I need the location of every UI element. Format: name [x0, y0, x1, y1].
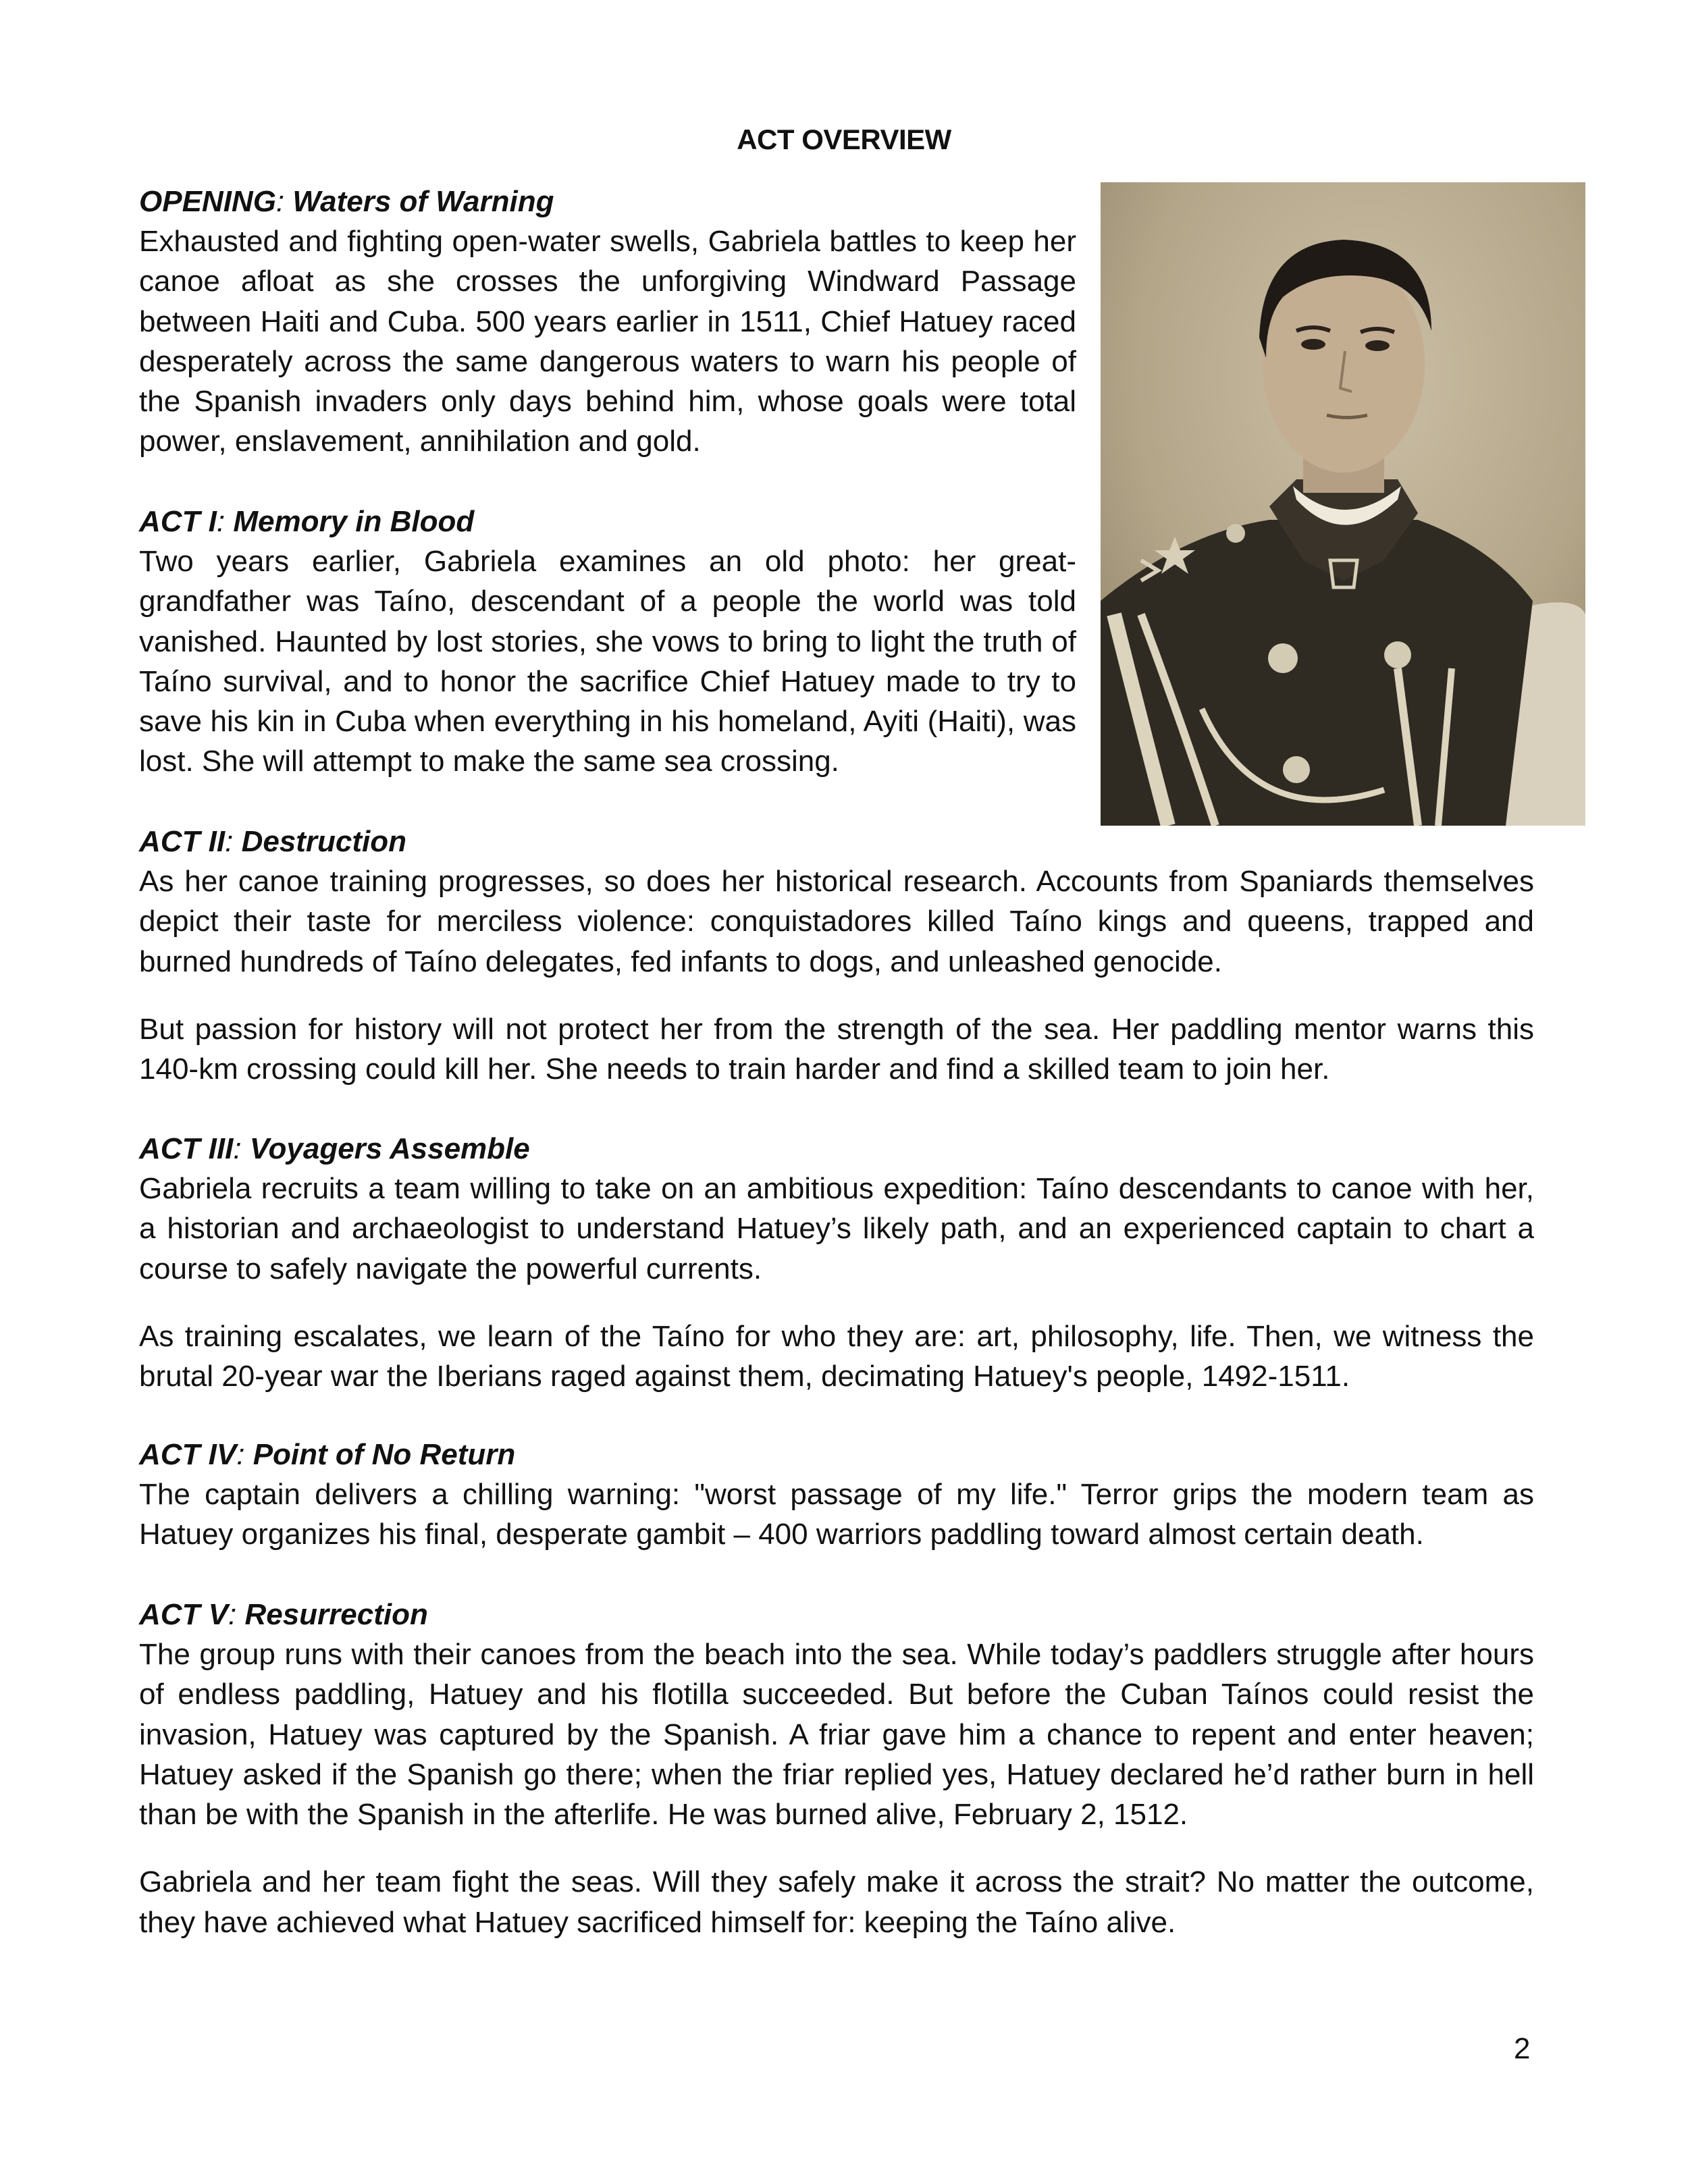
section-heading: ACT III: Voyagers Assemble — [139, 1132, 530, 1165]
section-title: Destruction — [241, 825, 407, 858]
section-paragraph: Gabriela and her team fight the seas. Will they safely make it across the strait? No matter the outcome, they have achieved what Hatuey sacrificed himself for: keeping the Taíno alive. — [139, 1865, 1534, 1939]
section-label: ACT V — [139, 1598, 228, 1631]
section-act-5 — [139, 1595, 1534, 1942]
section-heading: ACT IV: Point of No Return — [139, 1438, 516, 1471]
section-paragraph: As training escalates, we learn of the Taíno for who they are: art, philosophy, life. Then, we witness the brutal 20-year war the Iberians raged against them, decimating Hatuey's people, 1492-1511. — [139, 1319, 1534, 1393]
section-paragraph: Gabriela recruits a team willing to take on an ambitious expedition: Taíno descendants to canoe with her, a historian and archaeologist to understand Hatuey’s likely path, and an experienced captain to chart a course to safely navigate the powerful currents. — [139, 1172, 1534, 1285]
section-paragraph: Exhausted and fighting open-water swells, Gabriela battles to keep her canoe afloat as she crosses the unforgiving Windward Passage between Haiti and Cuba. 500 years earlier in 1511, Chief Hatuey raced desperately across the same dangerous waters to warn his people of the Spanish invaders only days behind him, whose goals were total power, enslavement, annihilation and gold. — [139, 225, 1076, 458]
section-act-2 — [139, 822, 1534, 1089]
page-number: 2 — [1514, 2032, 1531, 2065]
section-paragraph: As her canoe training progresses, so does her historical research. Accounts from Spaniards themselves depict their taste for merciless violence: conquistadores killed Taíno kings and queens, trapped and burned hundreds of Taíno delegates, fed infants to dogs, and unleashed genocide. — [139, 865, 1534, 978]
portrait-photo — [1101, 182, 1585, 826]
section-label: ACT IV — [139, 1438, 237, 1471]
portrait-image — [1101, 182, 1585, 826]
section-title: Resurrection — [244, 1598, 428, 1631]
section-label: ACT I — [139, 505, 217, 538]
section-paragraph: Two years earlier, Gabriela examines an old photo: her great-grandfather was Taíno, descendant of a people the world was told vanished. Haunted by lost stories, she vows to bring to light the truth of Taíno survival, and to honor the sacrifice Chief Hatuey made to try to save his kin in Cuba when everything in his homeland, Ayiti (Haiti), was lost. She will attempt to make the same sea crossing. — [139, 545, 1076, 778]
section-act-3 — [139, 1129, 1534, 1396]
page-title: ACT OVERVIEW — [737, 124, 951, 155]
section-paragraph: The captain delivers a chilling warning: "worst passage of my life." Terror grips the modern team as Hatuey organizes his final, desperate gambit – 400 warriors paddling toward almost certain death. — [139, 1478, 1534, 1551]
section-paragraph: The group runs with their canoes from the beach into the sea. While today’s paddlers struggle after hours of endless paddling, Hatuey and his flotilla succeeded. But before the Cuban Taínos could resist the invasion, Hatuey was captured by the Spanish. A friar gave him a chance to repent and enter heaven; Hatuey asked if the Spanish go there; when the friar replied yes, Hatuey declared he’d rather burn in hell than be with the Spanish in the afterlife. He was burned alive, February 2, 1512. — [139, 1638, 1534, 1832]
section-title: Memory in Blood — [233, 505, 475, 538]
section-heading: ACT II: Destruction — [139, 825, 407, 858]
section-title: Voyagers Assemble — [249, 1132, 530, 1165]
section-paragraph: But passion for history will not protect her from the strength of the sea. Her paddling mentor warns this 140-km crossing could kill her. She needs to train harder and find a skilled team to join her. — [139, 1012, 1534, 1086]
section-heading: OPENING: Waters of Warning — [139, 185, 554, 218]
section-label: OPENING — [139, 185, 276, 218]
section-label: ACT III — [139, 1132, 234, 1165]
section-title: Waters of Warning — [292, 185, 554, 218]
section-opening — [139, 182, 1076, 462]
section-act-4 — [139, 1435, 1534, 1555]
section-act-1 — [139, 502, 1076, 782]
section-title: Point of No Return — [253, 1438, 516, 1471]
section-label: ACT II — [139, 825, 226, 858]
section-heading: ACT V: Resurrection — [139, 1598, 428, 1631]
section-heading: ACT I: Memory in Blood — [139, 505, 475, 538]
